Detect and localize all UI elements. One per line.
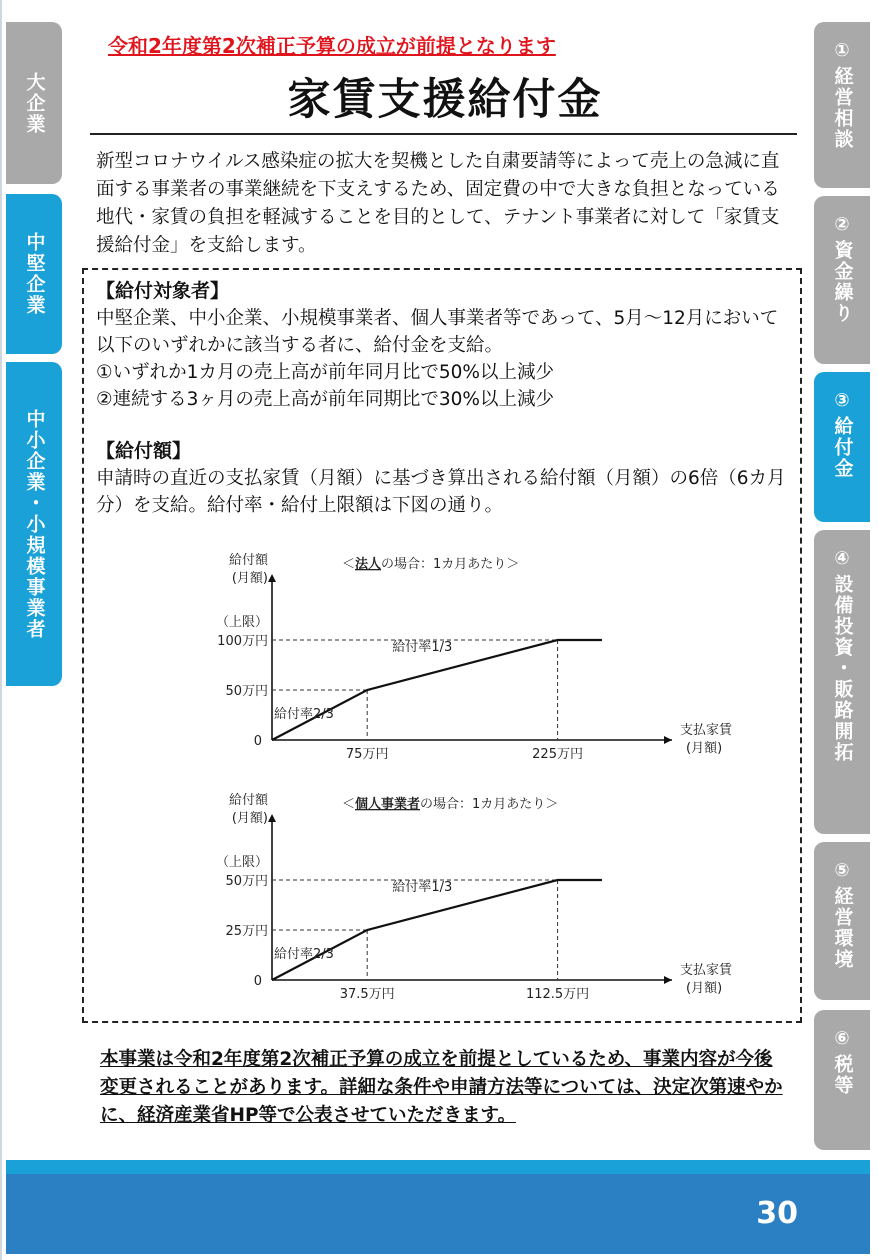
tab-label: 経営相談 [831,66,854,150]
tab-large-enterprise[interactable] [6,22,62,184]
chart-title [342,556,519,572]
tab-label: 資金繰り [831,240,854,324]
tab-environment[interactable] [814,842,870,1000]
tab-financing[interactable] [814,196,870,364]
chart-corporation-svg [200,548,733,778]
chart-title-bold: 法人 [355,557,382,572]
tab-sme[interactable] [6,362,62,686]
eligible-text: 中堅企業、中小企業、小規模事業者、個人事業者等であって、5月～12月において以下のいずれかに該当する者に、給付金を支給。 [96,308,779,356]
origin-label: 0 [253,734,262,749]
x-axis-label: (月額) [686,981,723,996]
tab-investment[interactable] [814,530,870,834]
tab-mid-enterprise[interactable] [6,194,62,354]
tab-number: ① [834,40,850,61]
budget-notice: 令和2年度第2次補正予算の成立が前提となります [108,34,556,58]
x-tick-label: 112.5万円 [525,987,590,1002]
tab-number: ② [834,214,850,235]
y-tick-label: 100万円 [217,634,268,649]
eligible-section [96,278,786,413]
bottom-notice: 本事業は令和2年度第2次補正予算の成立を前提としているため、事業内容が今後変更されることがあります。詳細な条件や申請方法等については、決定次第速やかに、経済産業省HP等で公表させていただきます。 [100,1049,783,1126]
y-axis-label: (月額) [231,571,268,586]
tab-number: ③ [834,390,850,411]
y-axis-label: 給付額 [228,553,268,568]
eligible-condition-2: ②連続する3ヶ月の売上高が前年同期比で30%以上減少 [96,389,554,410]
rate-high-label: 給付率1/3 [392,880,453,895]
chart-title-bold: 個人事業者 [355,797,421,812]
x-tick-label: 225万円 [532,747,583,762]
chart-title-part: ＜ [342,797,356,812]
chart-title-part: の場合：1カ月あたり＞ [420,797,559,812]
tab-label: 大企業 [23,71,46,135]
chart-title-part: ＜ [342,557,356,572]
x-tick-label: 75万円 [345,747,389,762]
chart-sole-proprietor [200,788,733,1018]
chart-sole-proprietor-svg [200,788,733,1018]
tab-label: 中小企業・小規模事業者 [23,408,46,640]
cap-label: （上限） [215,615,268,630]
x-axis-arrow [664,736,672,744]
rate-low-label: 給付率2/3 [274,947,334,962]
footer-stripe [6,1160,870,1174]
y-axis-label: (月額) [231,811,268,826]
rate-high-label: 給付率1/3 [392,640,453,655]
rate-low-label: 給付率2/3 [274,707,334,722]
tab-number: ⑥ [834,1028,850,1049]
x-tick-label: 37.5万円 [339,987,395,1002]
cap-label: （上限） [215,855,268,870]
chart-title-part: の場合：1カ月あたり＞ [381,557,520,572]
tab-label: 中堅企業 [23,232,46,316]
chart-title [342,796,558,812]
eligible-condition-1: ①いずれか1カ月の売上高が前年同月比で50%以上減少 [96,362,554,383]
tab-label: 設備投資・販路開拓 [831,574,854,763]
page-number: 30 [756,1196,798,1231]
intro-paragraph: 新型コロナウイルス感染症の拡大を契機とした自粛要請等によって売上の急減に直面する事業者の事業継続を下支えするため、固定費の中で大きな負担となっている地代・家賃の負担を軽減することを目的として、テナント事業者に対して「家賃支援給付金」を支給します。 [96,151,780,256]
y-tick-label: 50万円 [225,684,268,699]
page-title: 家賃支援給付金 [287,75,603,125]
tab-label: 税等 [831,1054,854,1096]
footer-bar [6,1174,870,1254]
y-axis-arrow [268,574,276,582]
tab-benefits[interactable] [814,372,870,522]
x-axis-label: (月額) [686,741,723,756]
amount-heading: 【給付額】 [96,440,192,462]
tab-number: ④ [834,548,850,569]
y-axis-arrow [268,814,276,822]
origin-label: 0 [253,974,262,989]
amount-text: 申請時の直近の支払家賃（月額）に基づき算出される給付額（月額）の6倍（6カ月分）を支給。給付率・給付上限額は下図の通り。 [96,468,786,516]
tab-tax[interactable] [814,1010,870,1150]
y-tick-label: 50万円 [225,874,268,889]
x-axis-label: 支払家賃 [680,963,733,978]
tab-consulting[interactable] [814,22,870,188]
tab-number: ⑤ [834,860,850,881]
x-axis-arrow [664,976,672,984]
y-tick-label: 25万円 [225,924,268,939]
amount-section [96,438,786,519]
chart-corporation [200,548,733,778]
y-axis-label: 給付額 [228,793,268,808]
eligible-heading: 【給付対象者】 [96,280,230,302]
tab-label: 給付金 [831,416,854,479]
title-divider [90,133,797,135]
tab-label: 経営環境 [831,886,854,970]
x-axis-label: 支払家賃 [680,723,733,738]
